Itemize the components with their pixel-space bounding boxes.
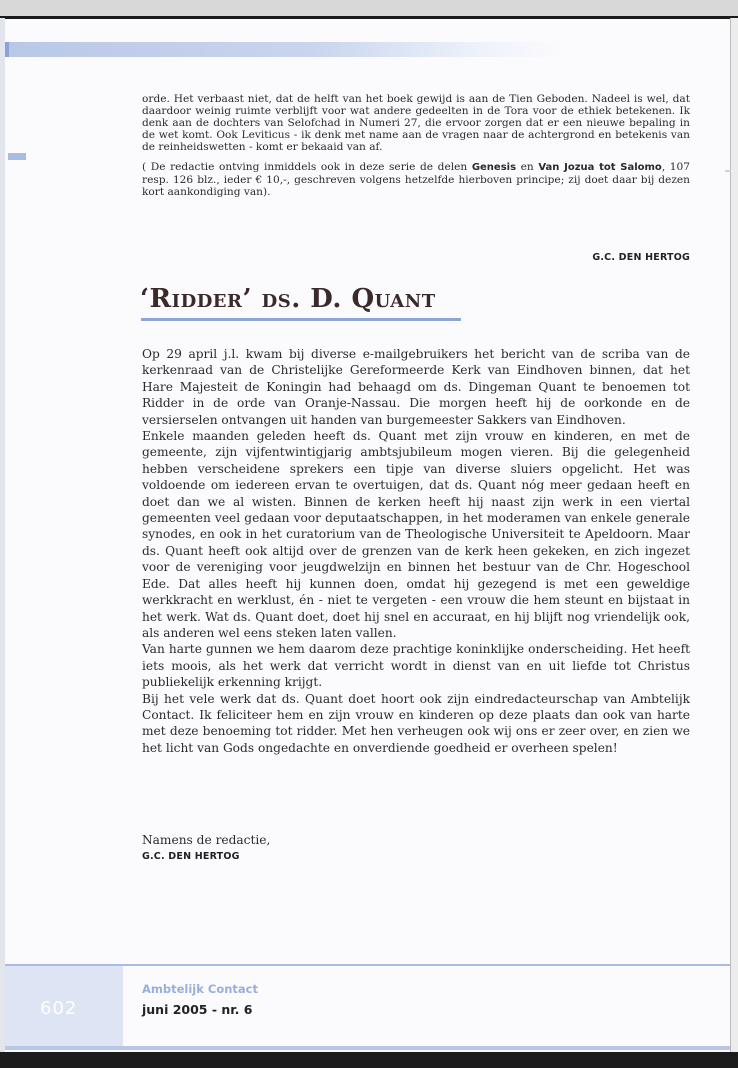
book-review-continuation [142,93,690,206]
editorial-note [142,161,690,198]
article-paragraph: Op 29 april j.l. kwam bij diverse e-mailgebruikers het bericht van de scriba van de kerkenraad van de Christelijke Gereformeerde Kerk van Eindhoven binnen, dat het Hare Majesteit de Koningin had behaagd om ds. Dingeman Quant te benoemen tot Ridder in de orde van Oranje-Nassau. Die morgen heeft hij de oorkonde en de versierselen ontvangen uit handen van burgemeester Sakkers van Eindhoven. [142,347,690,427]
note-and: en [520,161,534,173]
margin-tick [8,153,26,160]
article-paragraph: Bij het vele werk dat ds. Quant doet hoort ook zijn eindredacteurschap van Ambtelijk Contact. Ik feliciteer hem en zijn vrouw en kinderen op deze plaats dan ook van harte met deze benoeming tot ridder. Met hen verheugen ook wij ons er zeer over, en zien we het licht van Gods ongedachte en onverdiende goedheid er overheen spelen! [142,691,690,755]
page-number: 602 [40,998,78,1019]
author-name: G.C. DEN HERTOG [142,851,240,862]
note-intro: ( De redactie ontving inmiddels ook in deze serie de delen [142,161,468,173]
article-title: ‘Ridder’ ds. D. Quant [140,284,436,314]
review-paragraph: orde. Het verbaast niet, dat de helft van het boek gewijd is aan de Tien Geboden. Nadeel is wel, dat daardoor weinig ruimte verblijft voor wat andere gedeelten in de Tora voor de ethiek betekenen. Ik denk aan de dochters van Selofchad in Numeri 27, die ervoor zorgen dat er een nieuwe bepaling in de wet komt. Ook Leviticus - ik denk met name aan de vragen naar de achtergrond en betekenis van de reinheidswetten - komt er bekaaid van af. [142,93,690,153]
article-body [142,346,690,756]
closing-line: Namens de redactie, [142,833,271,847]
journal-name: Ambtelijk Contact [142,982,258,996]
note-book-genesis: Genesis [471,162,517,173]
article-paragraph: Van harte gunnen we hem daarom deze prachtige koninklijke onderscheiding. Het heeft iets moois, als het werk dat verricht wordt in dienst van en uit liefde tot Christus publiekelijk erkenning krijgt. [142,642,690,690]
note-rest: , 107 resp. 126 blz., ieder € 10,-, geschreven volgens hetzelfde hierboven principe; zij doet daar bij dezen kort aankondiging van). [142,161,690,198]
issue-label: juni 2005 - nr. 6 [142,1002,253,1017]
header-band [5,42,565,57]
footer-edge [5,1046,730,1050]
review-signature: G.C. DEN HERTOG [592,252,690,263]
scan-border-bottom [0,1052,738,1068]
scan-border-right [730,18,738,1058]
margin-tick-right [725,170,731,172]
title-underline [141,318,461,321]
article-paragraph: Enkele maanden geleden heeft ds. Quant met zijn vrouw en kinderen, en met de gemeente, zijn vijfentwintigjarig ambtsjubileum mogen vieren. Bij die gelegenheid hebben verscheidene sprekers een tipje van diverse sluiers opgelicht. Het was voldoende om iedereen ervan te overtuigen, dat ds. Quant nóg meer gedaan heeft en doet dan we al wisten. Binnen de kerken heeft hij naast zijn werk in een viertal gemeenten veel gedaan voor deputaatschappen, in het moderamen van enkele generale synodes, en ook in het curatorium van de Theologische Universiteit te Apeldoorn. Maar ds. Quant heeft ook altijd over de grenzen van de kerk heen gekeken, en zich ingezet voor de vereniging voor jeugdwelzijn en binnen het bestuur van de Chr. Hogeschool Ede. Dat alles heeft hij kunnen doen, omdat hij gezegend is met een geweldige werkkracht en werklust, én - niet te vergeten - een vrouw die hem steunt en bijstaat in het werk. Wat ds. Quant doet, doet hij snel en accuraat, en hij blijft nog vriendelijk ook, als anderen wel eens steken laten vallen. [142,429,690,640]
header-tick [5,42,9,57]
note-book-jozua-salomo: Van Jozua tot Salomo [538,162,662,173]
